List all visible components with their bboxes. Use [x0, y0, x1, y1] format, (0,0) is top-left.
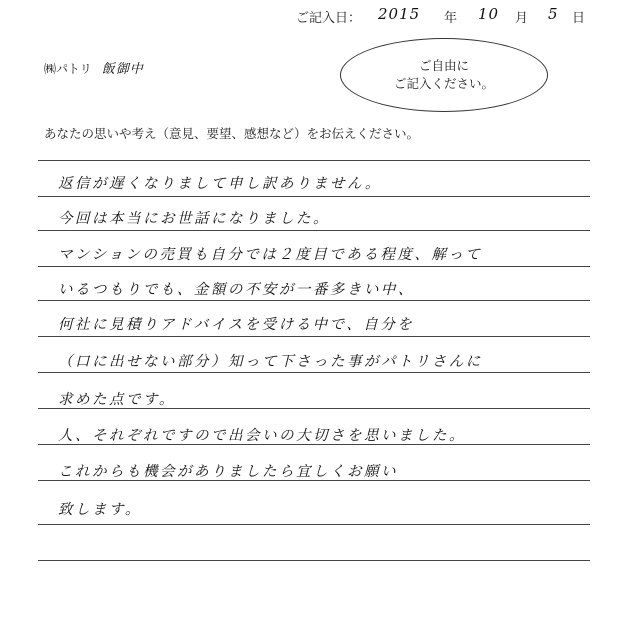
ruled-line — [38, 372, 590, 373]
ruled-line — [38, 300, 590, 301]
handwritten-line-3: マンションの売買も自分では２度目である程度、解って — [58, 247, 483, 263]
day-unit: 日 — [572, 11, 586, 26]
prompt-text: あなたの思いや考え（意見、要望、感想など）をお伝えください。 — [44, 126, 420, 141]
handwritten-line-4: いるつもりでも、金額の不安が一番多きい中、 — [58, 282, 415, 298]
handwritten-line-10: 致します。 — [58, 502, 142, 518]
ruled-line — [38, 160, 590, 161]
date-label: ご記入日： — [296, 11, 362, 26]
handwritten-line-5: 何社に見積りアドバイスを受ける中で、自分を — [58, 317, 415, 333]
bubble-line-2: ご記入ください。 — [393, 76, 494, 91]
year-value: 2015 — [378, 5, 421, 23]
month-value: 10 — [478, 5, 500, 23]
month-unit: 月 — [515, 11, 529, 26]
handwritten-line-7: 求めた点です。 — [58, 392, 176, 408]
handwritten-line-8: 人、それぞれですので出会いの大切さを思いました。 — [58, 428, 466, 444]
handwritten-line-9: これからも機会がありましたら宜しくお願い — [58, 464, 398, 480]
ruled-line — [38, 524, 590, 525]
ruled-line — [38, 196, 590, 197]
free-comment-bubble — [340, 38, 548, 112]
ruled-line — [38, 336, 590, 337]
ruled-line — [38, 560, 590, 561]
year-unit: 年 — [444, 11, 458, 26]
company-name: ㈱パトリ — [44, 62, 92, 76]
addressee-handwritten: 飯御中 — [101, 62, 144, 77]
recipient — [44, 58, 144, 77]
bubble-line-1: ご自由に — [418, 58, 469, 73]
ruled-line — [38, 266, 590, 267]
date-line — [296, 5, 616, 27]
ruled-line — [38, 230, 590, 231]
day-value: 5 — [548, 5, 559, 23]
handwritten-line-6: （口に出せない部分）知って下さった事がパトリさんに — [58, 354, 483, 370]
handwritten-line-2: 今回は本当にお世話になりました。 — [58, 211, 330, 227]
handwritten-line-1: 返信が遅くなりまして申し訳ありません。 — [58, 176, 382, 192]
